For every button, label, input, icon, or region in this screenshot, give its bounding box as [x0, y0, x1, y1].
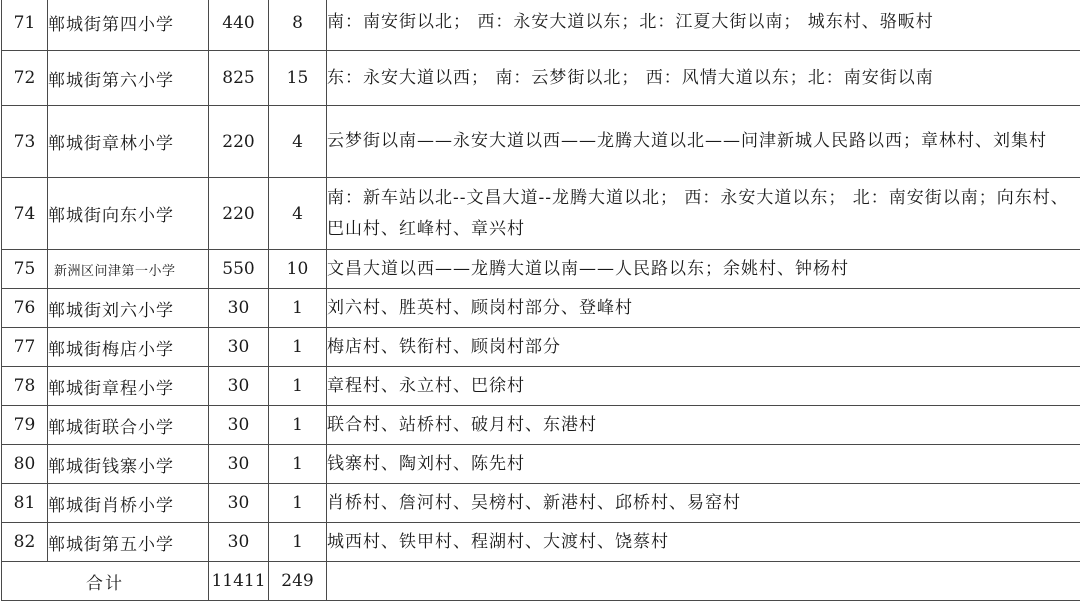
- pupil-count: 30: [209, 406, 269, 445]
- total-classes: 249: [269, 562, 327, 601]
- row-number: 73: [2, 106, 48, 178]
- row-number: 72: [2, 51, 48, 106]
- table-row: [2, 250, 1080, 289]
- row-number: 74: [2, 178, 48, 250]
- school-name: 郸城街钱寨小学: [48, 445, 209, 484]
- school-name: 新洲区问津第一小学: [48, 250, 209, 289]
- school-name: 郸城街第六小学: [48, 51, 209, 106]
- table-row: [2, 445, 1080, 484]
- row-number: 82: [2, 523, 48, 562]
- table-row: [2, 328, 1080, 367]
- enrollment-area: 肖桥村、詹河村、吴榜村、新港村、邱桥村、易窑村: [327, 484, 1080, 523]
- pupil-count: 30: [209, 367, 269, 406]
- pupil-count: 30: [209, 523, 269, 562]
- row-number: 75: [2, 250, 48, 289]
- enrollment-area: 梅店村、铁衔村、顾岗村部分: [327, 328, 1080, 367]
- row-number: 76: [2, 289, 48, 328]
- pupil-count: 440: [209, 0, 269, 51]
- row-number: 81: [2, 484, 48, 523]
- row-number: 77: [2, 328, 48, 367]
- school-name: 郸城街章程小学: [48, 367, 209, 406]
- enrollment-area: 章程村、永立村、巴徐村: [327, 367, 1080, 406]
- table-row: [2, 0, 1080, 51]
- row-number: 79: [2, 406, 48, 445]
- enrollment-area: 东：永安大道以西； 南：云梦街以北； 西：风情大道以东；北：南安街以南: [327, 51, 1080, 106]
- pupil-count: 30: [209, 289, 269, 328]
- pupil-count: 30: [209, 445, 269, 484]
- enrollment-area: 刘六村、胜英村、顾岗村部分、登峰村: [327, 289, 1080, 328]
- enrollment-area: 城西村、铁甲村、程湖村、大渡村、饶蔡村: [327, 523, 1080, 562]
- table-row: [2, 406, 1080, 445]
- enrollment-area: 联合村、站桥村、破月村、东港村: [327, 406, 1080, 445]
- total-pupils: 11411: [209, 562, 269, 601]
- class-count: 10: [269, 250, 327, 289]
- enrollment-area: 钱寨村、陶刘村、陈先村: [327, 445, 1080, 484]
- school-name: 郸城街第四小学: [48, 0, 209, 51]
- class-count: 1: [269, 328, 327, 367]
- pupil-count: 30: [209, 484, 269, 523]
- class-count: 1: [269, 445, 327, 484]
- pupil-count: 220: [209, 178, 269, 250]
- row-number: 80: [2, 445, 48, 484]
- class-count: 1: [269, 406, 327, 445]
- school-name: 郸城街联合小学: [48, 406, 209, 445]
- class-count: 4: [269, 106, 327, 178]
- enrollment-area: 南：南安街以北； 西：永安大道以东；北：江夏大街以南； 城东村、骆畈村: [327, 0, 1080, 51]
- school-name: 郸城街第五小学: [48, 523, 209, 562]
- class-count: 4: [269, 178, 327, 250]
- school-name: 郸城街刘六小学: [48, 289, 209, 328]
- pupil-count: 220: [209, 106, 269, 178]
- table-row: [2, 523, 1080, 562]
- class-count: 1: [269, 289, 327, 328]
- enrollment-area: 文昌大道以西——龙腾大道以南——人民路以东；余姚村、钟杨村: [327, 250, 1080, 289]
- school-name: 郸城街肖桥小学: [48, 484, 209, 523]
- pupil-count: 30: [209, 328, 269, 367]
- table-row: [2, 51, 1080, 106]
- school-name: 郸城街梅店小学: [48, 328, 209, 367]
- enrollment-area: 南：新车站以北--文昌大道--龙腾大道以北； 西：永安大道以东； 北：南安街以南；向东村、巴山村、红峰村、章兴村: [327, 178, 1080, 250]
- pupil-count: 825: [209, 51, 269, 106]
- total-label: 合计: [2, 562, 209, 601]
- class-count: 15: [269, 51, 327, 106]
- class-count: 8: [269, 0, 327, 51]
- row-number: 78: [2, 367, 48, 406]
- table-row: [2, 289, 1080, 328]
- class-count: 1: [269, 484, 327, 523]
- school-name: 郸城街向东小学: [48, 178, 209, 250]
- school-district-table: [1, 0, 1080, 601]
- school-name: 郸城街章林小学: [48, 106, 209, 178]
- table-row: [2, 484, 1080, 523]
- enrollment-area: 云梦街以南——永安大道以西——龙腾大道以北——问津新城人民路以西；章林村、刘集村: [327, 106, 1080, 178]
- class-count: 1: [269, 523, 327, 562]
- table-row: [2, 367, 1080, 406]
- total-row: [2, 562, 1080, 601]
- total-area: [327, 562, 1080, 601]
- table-row: [2, 106, 1080, 178]
- table-row: [2, 178, 1080, 250]
- row-number: 71: [2, 0, 48, 51]
- class-count: 1: [269, 367, 327, 406]
- pupil-count: 550: [209, 250, 269, 289]
